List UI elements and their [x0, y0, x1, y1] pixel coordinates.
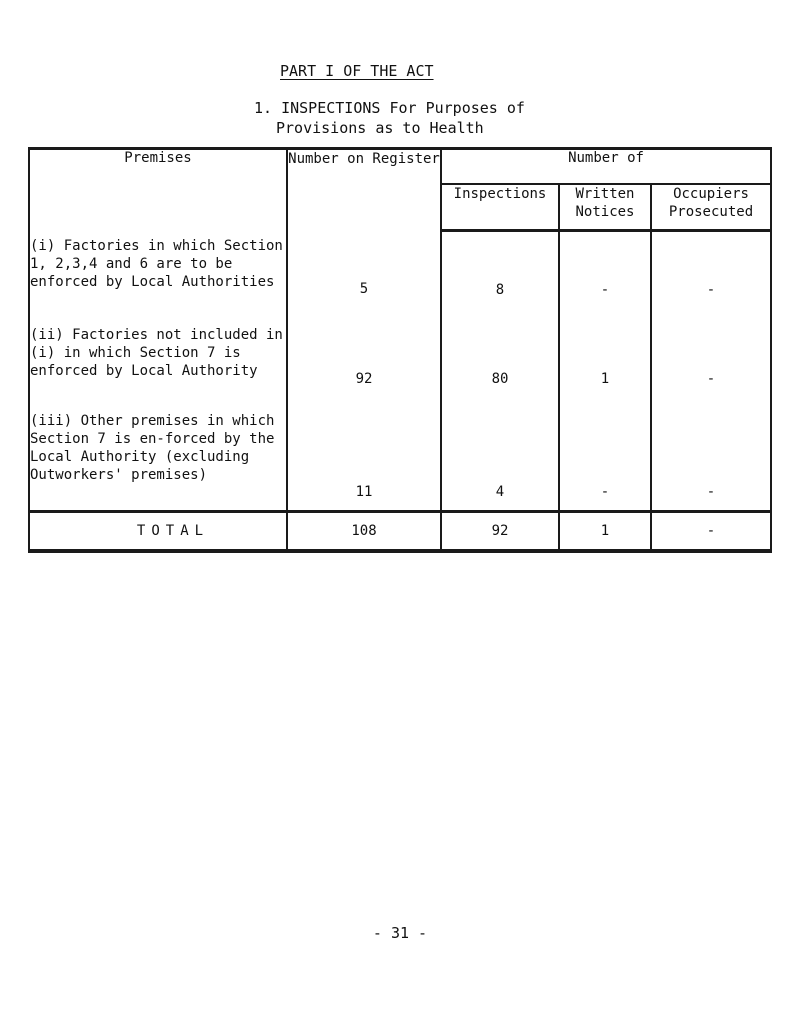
prosecuted-value: - — [706, 282, 716, 298]
header-premises: Premises — [29, 149, 287, 231]
header-number-on-register: Number on Register — [287, 149, 441, 231]
section-heading-line1: 1. INSPECTIONS For Purposes of — [254, 99, 525, 117]
total-inspections: 92 — [441, 512, 559, 552]
notices-cell — [559, 326, 651, 412]
header-written-notices: Written Notices — [559, 184, 651, 231]
notices-value: - — [600, 484, 610, 500]
section-heading — [254, 98, 525, 138]
premises-cell: (iii) Other premises in which Section 7 is en-forced by the Local Authority (excluding Outworkers' premises) — [29, 412, 287, 512]
notices-cell — [559, 412, 651, 512]
notices-cell — [559, 231, 651, 327]
prosecuted-value: - — [706, 371, 716, 387]
register-cell — [287, 326, 441, 412]
total-row — [29, 512, 771, 552]
register-cell — [287, 231, 441, 327]
total-label: TOTAL — [136, 523, 210, 539]
prosecuted-cell — [651, 412, 771, 512]
register-value: 5 — [359, 280, 369, 297]
section-heading-line2: Provisions as to Health — [276, 119, 484, 137]
notices-value: 1 — [600, 371, 610, 387]
table-row — [29, 231, 771, 327]
premises-cell: (ii) Factories not included in (i) in which Section 7 is enforced by Local Authority — [29, 326, 287, 412]
inspections-table — [28, 147, 772, 553]
inspections-cell — [441, 231, 559, 327]
notices-value: - — [600, 282, 610, 298]
page-title: PART I OF THE ACT — [280, 62, 434, 80]
inspections-value: 4 — [495, 484, 505, 500]
header-number-of: Number of — [441, 149, 771, 185]
register-value: 92 — [355, 371, 373, 387]
page-number: - 31 - — [372, 924, 428, 942]
inspections-cell — [441, 326, 559, 412]
prosecuted-cell — [651, 231, 771, 327]
inspections-value: 80 — [491, 371, 509, 387]
header-inspections: Inspections — [441, 184, 559, 231]
register-value: 11 — [355, 484, 373, 500]
table-row — [29, 326, 771, 412]
total-prosecuted: - — [651, 512, 771, 552]
prosecuted-value: - — [706, 484, 716, 500]
header-occupiers-prosecuted: Occupiers Prosecuted — [651, 184, 771, 231]
register-cell — [287, 412, 441, 512]
total-label-cell — [29, 512, 287, 552]
total-register: 108 — [287, 512, 441, 552]
inspections-cell — [441, 412, 559, 512]
table-row — [29, 412, 771, 512]
inspections-value: 8 — [495, 282, 505, 298]
total-notices: 1 — [559, 512, 651, 552]
prosecuted-cell — [651, 326, 771, 412]
premises-cell: (i) Factories in which Section 1, 2,3,4 and 6 are to be enforced by Local Authorities — [29, 231, 287, 327]
